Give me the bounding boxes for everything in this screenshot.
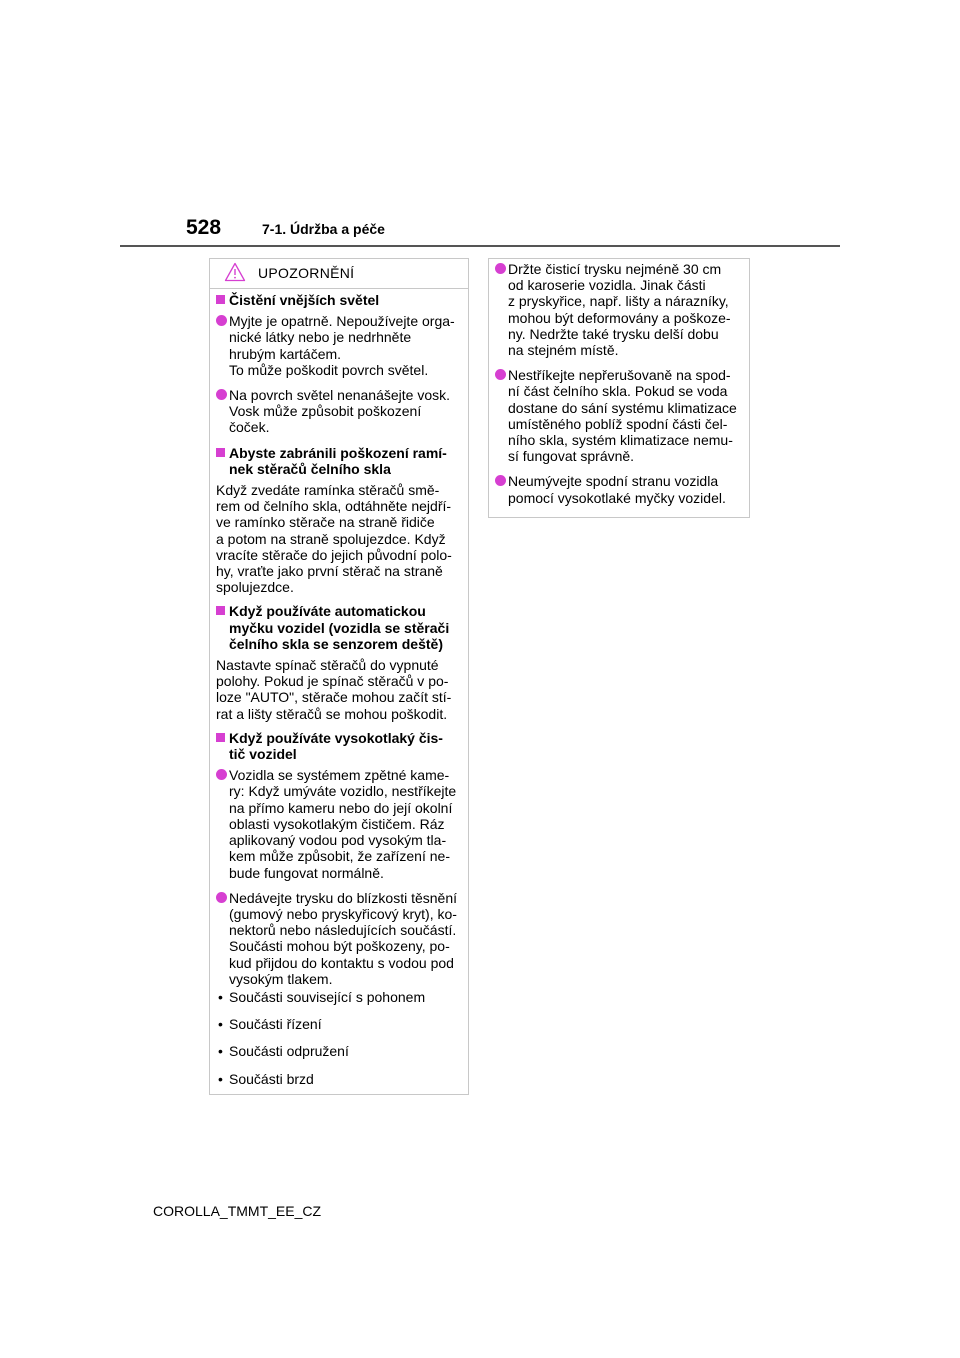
text-line: Vozidla se systémem zpětné kame- bbox=[229, 767, 450, 784]
text-line: hy, vraťte jako první stěrač na straně bbox=[216, 563, 443, 580]
list-item-text: Součásti související s pohonem bbox=[229, 988, 426, 1005]
section-title: 7-1. Údržba a péče bbox=[262, 221, 385, 237]
text-line: ve ramínko stěrače na straně řidiče bbox=[216, 514, 435, 531]
caution-body bbox=[210, 289, 468, 1087]
list-item-text: Součásti řízení bbox=[229, 1016, 322, 1033]
paragraph-automatic-car-wash bbox=[216, 657, 463, 722]
text-line: umístěného poblíž spodní části čel- bbox=[508, 415, 728, 432]
text-line: oblasti vysokotlakým čističem. Ráz bbox=[229, 815, 445, 832]
square-bullet-icon bbox=[216, 448, 225, 457]
heading-wiper-arms bbox=[216, 445, 463, 477]
heading-automatic-car-wash bbox=[216, 603, 463, 652]
heading-line: Když používáte vysokotlaký čis- bbox=[229, 729, 443, 746]
text-line: ního skla, systém klimatizace nemu- bbox=[508, 432, 733, 449]
bullet-rear-camera bbox=[216, 767, 463, 880]
text-line: spolujezdce. bbox=[216, 579, 294, 596]
heading-line: čelního skla se senzorem deště) bbox=[229, 635, 443, 652]
square-bullet-icon bbox=[216, 606, 225, 615]
text-line: hrubým kartáčem. bbox=[229, 345, 342, 362]
text-line: Nestříkejte nepřerušovaně na spod- bbox=[508, 367, 731, 384]
text-line: Nastavte spínač stěračů do vypnuté bbox=[216, 657, 439, 674]
text-line: To může poškodit povrch světel. bbox=[229, 361, 429, 378]
text-line: na stejném místě. bbox=[508, 342, 619, 359]
bullet-nozzle-seals bbox=[216, 890, 463, 987]
text-line: Myjte je opatrně. Nepoužívejte orga- bbox=[229, 313, 455, 330]
list-item bbox=[216, 1071, 463, 1087]
text-line: z pryskyřice, např. lišty a nárazníky, bbox=[508, 293, 729, 310]
caution-body-continued bbox=[489, 259, 749, 506]
text-line: Nedávejte trysku do blízkosti těsnění bbox=[229, 889, 458, 906]
heading-high-pressure-washer bbox=[216, 730, 463, 762]
square-bullet-icon bbox=[216, 733, 225, 742]
text-line: mohou být deformovány a poškoze- bbox=[508, 309, 731, 326]
text-line: Součásti mohou být poškozeny, po- bbox=[229, 938, 450, 955]
text-line: kud přijdou do kontaktu s vodou pod bbox=[229, 954, 454, 971]
text-line: vysokým tlakem. bbox=[229, 970, 333, 987]
text-line: rat a lišty stěračů se mohou poškodit. bbox=[216, 705, 448, 722]
text-line: Když zvedáte ramínka stěračů smě- bbox=[216, 482, 440, 499]
text-line: pomocí vysokotlaké myčky vozidel. bbox=[508, 489, 726, 506]
text-line: ny. Nedržte také trysku delší dobu bbox=[508, 325, 719, 342]
text-line: rem od čelního skla, odtáhněte nejdří- bbox=[216, 498, 452, 515]
round-bullet-icon bbox=[216, 389, 227, 400]
text-line: bude fungovat normálně. bbox=[229, 864, 384, 881]
bullet-nozzle-distance bbox=[495, 261, 744, 358]
list-item bbox=[216, 1043, 463, 1059]
text-line: Držte čisticí trysku nejméně 30 cm bbox=[508, 261, 722, 277]
bullet-underside bbox=[495, 473, 744, 505]
caution-label: UPOZORNĚNÍ bbox=[258, 265, 355, 281]
text-line: nektorů nebo následujících součástí. bbox=[229, 922, 457, 939]
round-bullet-icon bbox=[495, 475, 506, 486]
round-bullet-icon bbox=[495, 369, 506, 380]
heading-exterior-lights bbox=[216, 292, 463, 308]
heading-line: Abyste zabránili poškození ramí- bbox=[229, 444, 447, 461]
text-line: ry: Když umýváte vozidlo, nestříkejte bbox=[229, 783, 457, 800]
caution-header bbox=[210, 259, 468, 289]
bullet-windshield-bottom bbox=[495, 367, 744, 464]
list-item bbox=[216, 1016, 463, 1032]
small-bullet-icon: • bbox=[218, 988, 223, 1005]
square-bullet-icon bbox=[216, 295, 225, 304]
text-line: kem může způsobit, že zařízení ne- bbox=[229, 848, 450, 865]
small-bullet-icon: • bbox=[218, 1016, 223, 1033]
text-line: aplikovaný vodou pod vysokým tla- bbox=[229, 832, 447, 849]
footer-code: COROLLA_TMMT_EE_CZ bbox=[153, 1203, 322, 1219]
text-line: a potom na straně spolujezdce. Když bbox=[216, 530, 446, 547]
text-line: Vosk může způsobit poškození bbox=[229, 403, 422, 420]
list-item-text: Součásti odpružení bbox=[229, 1043, 349, 1060]
heading-line: tič vozidel bbox=[229, 746, 297, 763]
heading-line: nek stěračů čelního skla bbox=[229, 460, 391, 477]
text-line: na přímo kameru nebo do její okolní bbox=[229, 799, 453, 816]
paragraph-wiper-arms bbox=[216, 482, 463, 595]
text-line: polohy. Pokud je spínač stěračů v po- bbox=[216, 673, 449, 690]
round-bullet-icon bbox=[495, 263, 506, 274]
text-line: Neumývejte spodní stranu vozidla bbox=[508, 473, 719, 490]
round-bullet-icon bbox=[216, 315, 227, 326]
text-line: Na povrch světel nenanášejte vosk. bbox=[229, 387, 451, 404]
text-line: loze "AUTO", stěrače mohou začít stí- bbox=[216, 689, 452, 706]
small-bullet-icon: • bbox=[218, 1070, 223, 1087]
caution-panel-left bbox=[209, 258, 469, 1095]
bullet-no-wax bbox=[216, 387, 463, 436]
text-line: čoček. bbox=[229, 419, 270, 436]
list-item-text: Součásti brzd bbox=[229, 1070, 314, 1087]
round-bullet-icon bbox=[216, 769, 227, 780]
caution-panel-right bbox=[488, 258, 750, 518]
text-line: ní část čelního skla. Pokud se voda bbox=[508, 383, 728, 400]
heading-line: myčku vozidel (vozidla se stěrači bbox=[229, 619, 450, 636]
text-line: (gumový nebo pryskyřicový kryt), ko- bbox=[229, 905, 457, 922]
text-line: vracíte stěrače do jejich původní polo- bbox=[216, 546, 452, 563]
text-line: dostane do sání systému klimatizace bbox=[508, 399, 737, 416]
list-item bbox=[216, 989, 463, 1005]
heading-line: Čistění vnějších světel bbox=[229, 292, 380, 308]
text-line: sí fungovat správně. bbox=[508, 448, 635, 465]
header-rule bbox=[120, 245, 840, 247]
text-line: nické látky nebo je nedrhněte bbox=[229, 329, 412, 346]
text-line: od karoserie vozidla. Jinak části bbox=[508, 277, 706, 294]
heading-line: Když používáte automatickou bbox=[229, 603, 426, 620]
page-number: 528 bbox=[186, 216, 222, 239]
bullet-careful-wash bbox=[216, 313, 463, 378]
small-bullet-icon: • bbox=[218, 1043, 223, 1060]
round-bullet-icon bbox=[216, 892, 227, 903]
warning-triangle-icon bbox=[224, 262, 246, 282]
